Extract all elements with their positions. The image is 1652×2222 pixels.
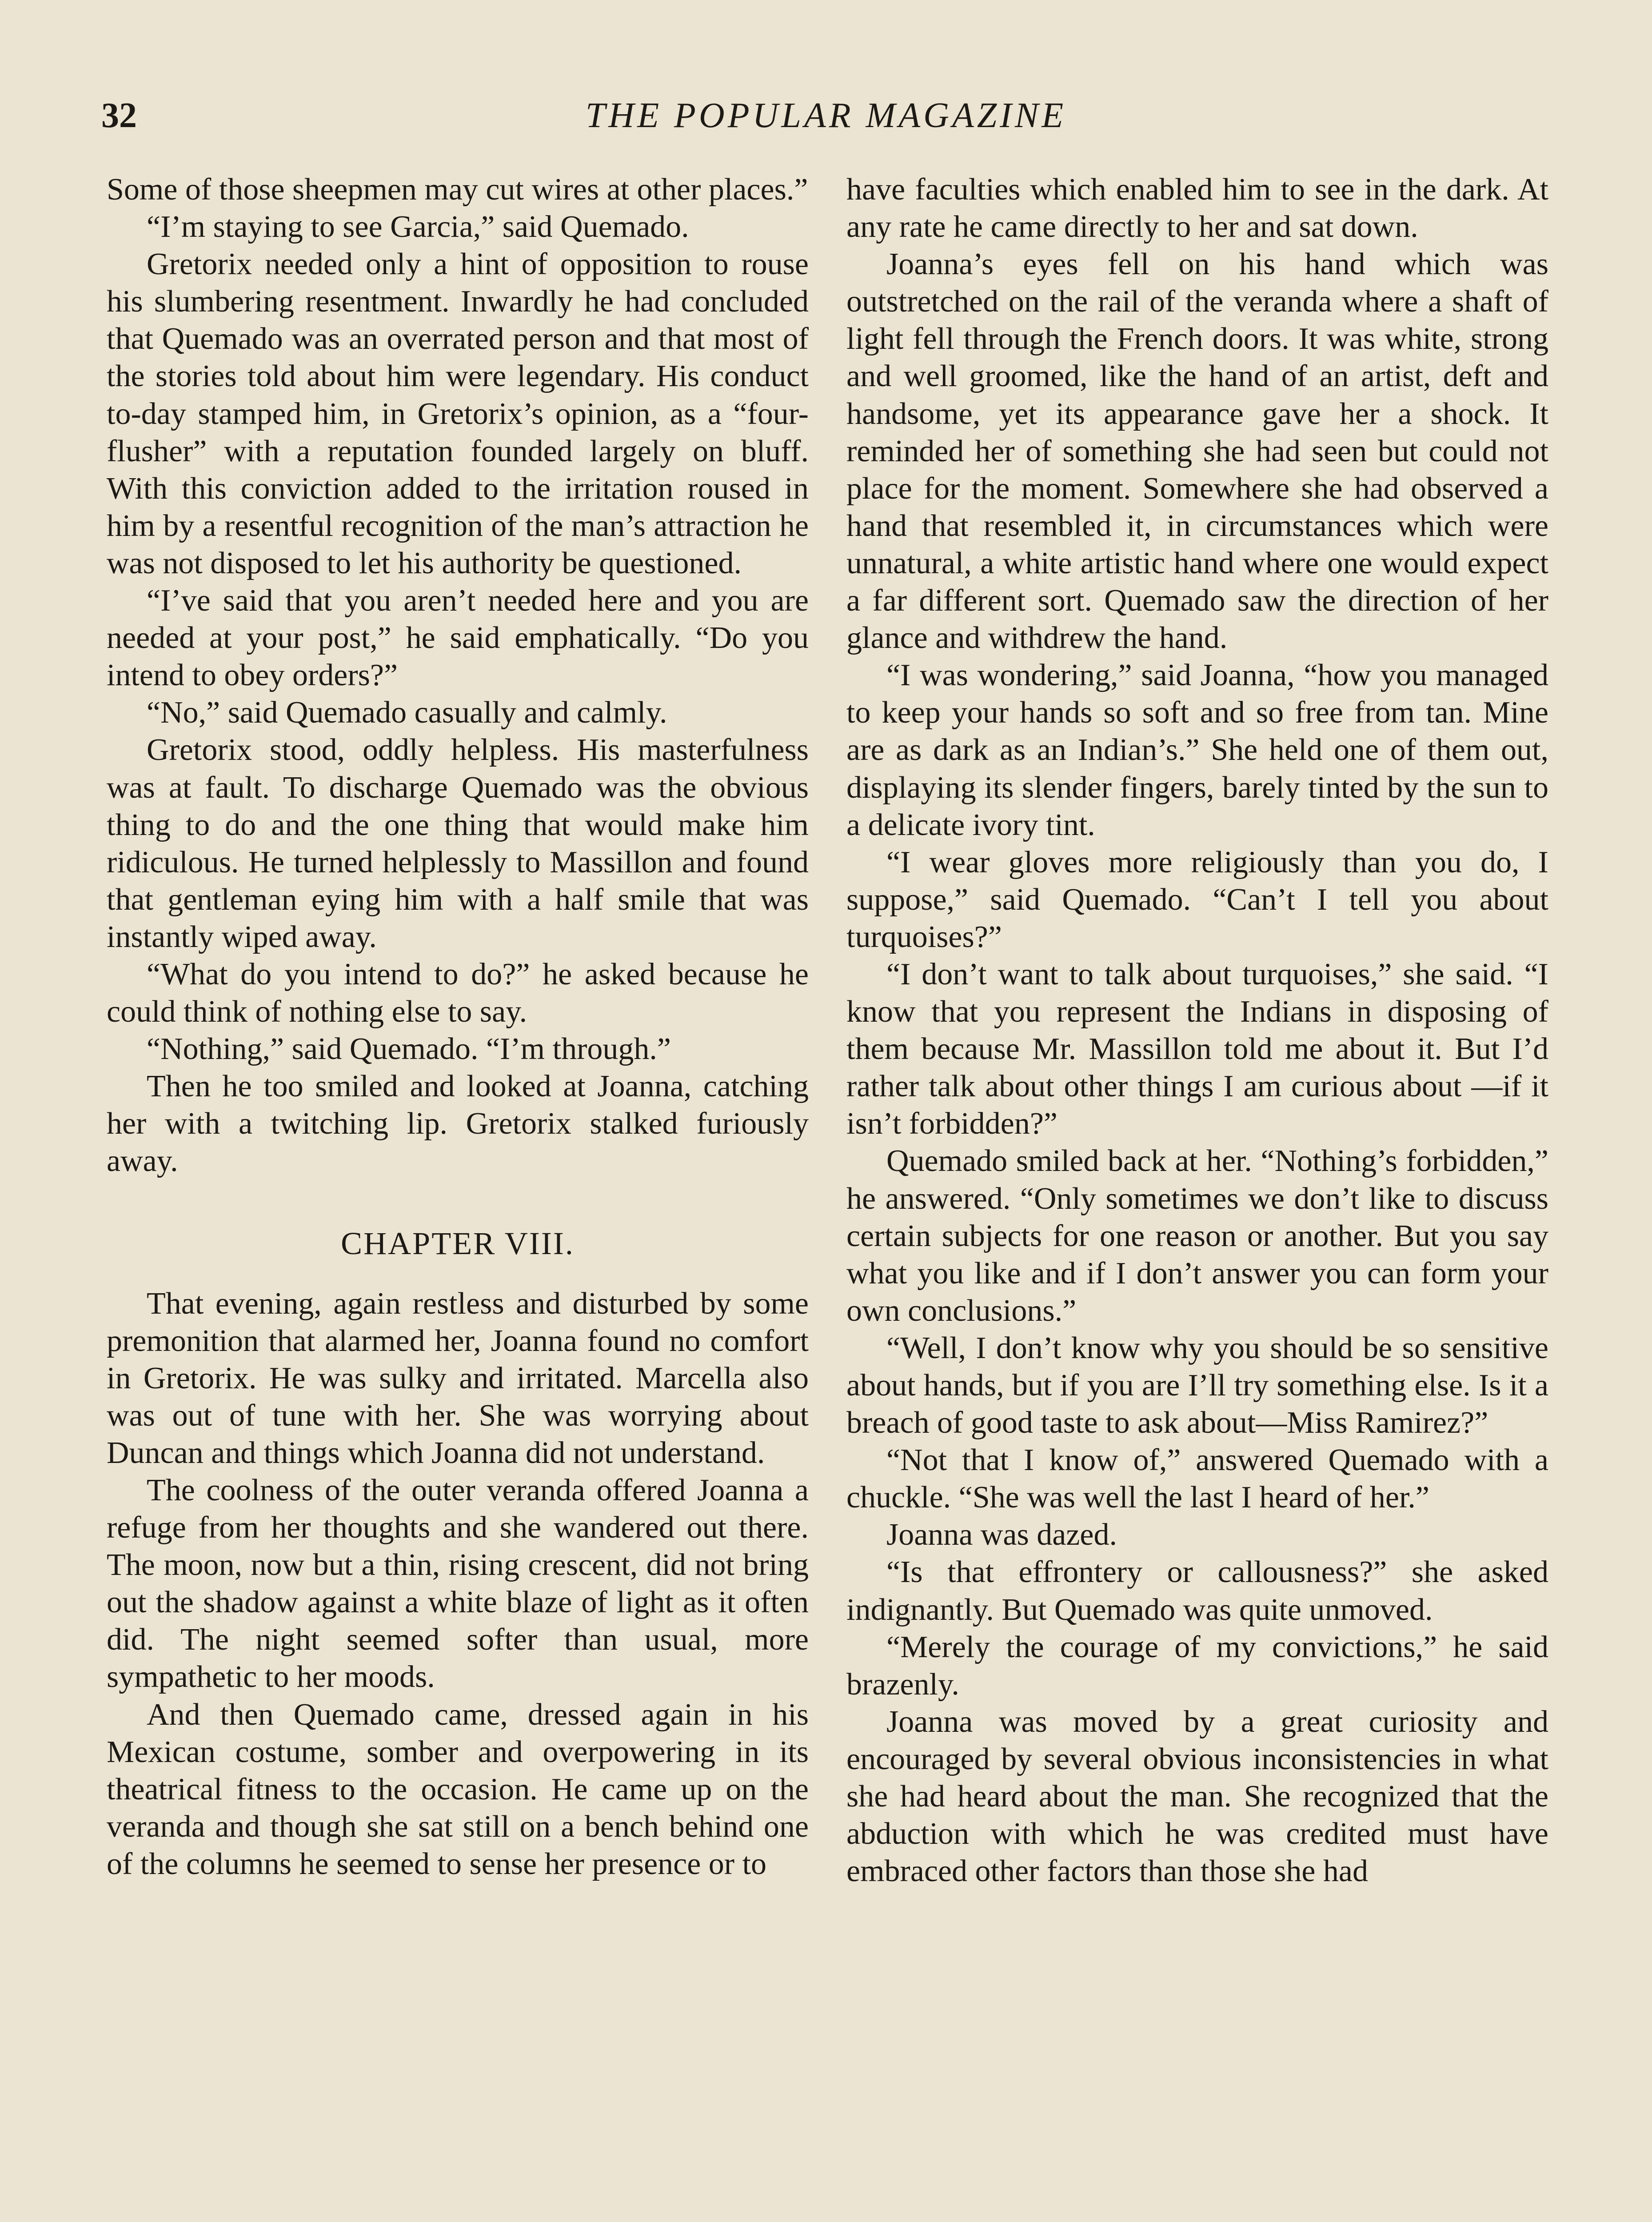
paragraph: And then Quemado came, dressed again in his Mexican costume, somber and overpowering in its theatrical fitness to the occasion. He came up on the veranda and though she sat still on a bench behind one of the columns he seemed to sense her presence or to xyxy=(107,1697,809,1881)
paragraph: That evening, again restless and disturbed by some premonition that alarmed her, Joanna found no comfort in Gretorix. He was sulky and irritated. Marcella also was out of tune with her. She was worrying about Duncan and things which Joanna did not understand. xyxy=(107,1286,809,1470)
paragraph: “I’m staying to see Garcia,” said Quemado. xyxy=(147,210,689,244)
paragraph: Gretorix needed only a hint of opposition to rouse his slumbering resentment. Inwardly he had concluded that Quemado was an overrated person and that most of the stories told about him were legendary. His conduct to-day stamped him, in Gretorix’s opinion, as a “four-flusher” with a reputation founded largely on bluff. With this conviction added to the irritation roused in him by a resentful recognition of the man’s attraction he was not disposed to let his authority be questioned. xyxy=(107,247,809,580)
paragraph: Gretorix stood, oddly helpless. His masterfulness was at fault. To discharge Quemado was the obvious thing to do and the one thing that would make him ridiculous. He turned helplessly to Massillon and found that gentleman eying him with a half smile that was instantly wiped away. xyxy=(107,733,809,954)
paragraph: “I’ve said that you aren’t needed here and you are needed at your post,” he said emphatically. “Do you intend to obey orders?” xyxy=(107,583,809,693)
paragraph: Then he too smiled and looked at Joanna, catching her with a twitching lip. Gretorix stalked furiously away. xyxy=(107,1069,809,1179)
page-header xyxy=(101,96,1551,144)
paragraph: “Merely the courage of my convictions,” he said brazenly. xyxy=(846,1630,1548,1702)
paragraph: The coolness of the outer veranda offered Joanna a refuge from her thoughts and she wandered out there. The moon, now but a thin, rising crescent, did not bring out the shadow against a white blaze of light as it often did. The night seemed softer than usual, more sympathetic to her moods. xyxy=(107,1473,809,1694)
paragraph: Joanna’s eyes fell on his hand which was outstretched on the rail of the veranda where a shaft of light fell through the French doors. It was white, strong and well groomed, like the hand of an artist, deft and handsome, yet its appearance gave her a shock. It reminded her of something she had seen but could not place for the moment. Somewhere she had observed a hand that resembled it, in circumstances which were unnatural, a white artistic hand where one would expect a far different sort. Quemado saw the direction of her glance and withdrew the hand. xyxy=(846,247,1548,655)
paragraph: “What do you intend to do?” he asked because he could think of nothing else to say. xyxy=(107,957,809,1029)
paragraph: “I was wondering,” said Joanna, “how you managed to keep your hands so soft and so free from tan. Mine are as dark as an Indian’s.” She held one of them out, displaying its slender fingers, barely tinted by the sun to a delicate ivory tint. xyxy=(846,658,1548,842)
paragraph: “I wear gloves more religiously than you do, I suppose,” said Quemado. “Can’t I tell you about turquoises?” xyxy=(846,845,1548,954)
paragraph: Quemado smiled back at her. “Nothing’s forbidden,” he answered. “Only sometimes we don’t like to discuss certain subjects for one reason or another. But you say what you like and if I don’t answer you can form your own conclusions.” xyxy=(846,1144,1548,1328)
paragraph: “I don’t want to talk about turquoises,” she said. “I know that you represent the Indians in disposing of them because Mr. Massillon told me about it. But I’d rather talk about other things I am curious about —if it isn’t forbidden?” xyxy=(846,957,1548,1141)
running-head: THE POPULAR MAGAZINE xyxy=(585,96,1067,135)
paragraph: “Is that effrontery or callousness?” she asked indignantly. But Quemado was quite unmoved. xyxy=(846,1555,1548,1627)
paragraph: Joanna was dazed. xyxy=(886,1518,1117,1552)
paragraph: “Not that I know of,” answered Quemado with a chuckle. “She was well the last I heard of her.” xyxy=(846,1443,1548,1515)
paragraph: Joanna was moved by a great curiosity and encouraged by several obvious inconsistencies in what she had heard about the man. She recognized that the abduction with which he was credited must have embraced other factors than those she had xyxy=(846,1704,1548,1889)
chapter-heading: CHAPTER VIII. xyxy=(341,1225,575,1261)
paragraph: Some of those sheepmen may cut wires at other places.” xyxy=(107,172,808,207)
paragraph: “No,” said Quemado casually and calmly. xyxy=(147,695,667,730)
right-column xyxy=(846,171,1548,1890)
paragraph: “Nothing,” said Quemado. “I’m through.” xyxy=(147,1032,671,1067)
paragraph: have faculties which enabled him to see in the dark. At any rate he came directly to her and sat down. xyxy=(846,172,1548,244)
paragraph: “Well, I don’t know why you should be so sensitive about hands, but if you are I’ll try something else. Is it a breach of good taste to ask about—Miss Ramirez?” xyxy=(846,1331,1548,1440)
page-number: 32 xyxy=(101,96,137,135)
left-column xyxy=(107,171,809,1883)
